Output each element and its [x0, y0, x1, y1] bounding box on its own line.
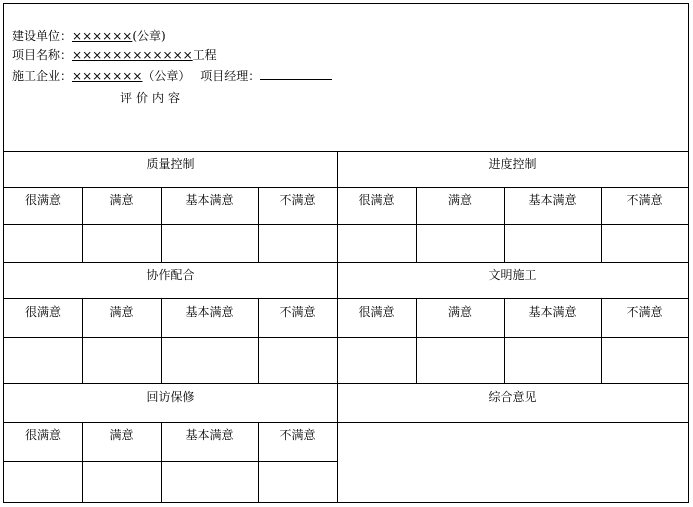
quality-rating-satisfied: 满意 — [109, 193, 134, 207]
construction-unit-suffix: (公章) — [132, 29, 166, 43]
cooperation-rating-basically-satisfied: 基本满意 — [185, 305, 234, 319]
civilized-rating-basically-satisfied: 基本满意 — [528, 305, 577, 319]
contractor-suffix: （公章） — [142, 69, 191, 83]
followup-unsatisfied-cell[interactable] — [259, 462, 336, 501]
cooperation-very-satisfied-cell[interactable] — [5, 338, 81, 382]
followup-rating-basically-satisfied: 基本满意 — [185, 428, 234, 442]
contractor-value: ××××××× — [72, 69, 143, 83]
progress-very-satisfied-cell[interactable] — [338, 225, 415, 261]
project-name-line — [12, 48, 217, 62]
section-cooperation: 协作配合 — [146, 268, 195, 282]
cooperation-unsatisfied-cell[interactable] — [259, 338, 336, 382]
cooperation-rating-satisfied: 满意 — [109, 305, 134, 319]
cooperation-basically-satisfied-cell[interactable] — [162, 338, 257, 382]
section-civilized-construction: 文明施工 — [488, 268, 537, 282]
quality-satisfied-cell[interactable] — [83, 225, 160, 261]
construction-unit-value: ×××××× — [72, 29, 133, 43]
section-quality-control: 质量控制 — [146, 157, 195, 171]
evaluation-heading: 评价内容 — [120, 91, 185, 105]
civilized-very-satisfied-cell[interactable] — [338, 338, 415, 382]
quality-rating-unsatisfied: 不满意 — [279, 193, 316, 207]
evaluation-form — [3, 3, 689, 503]
progress-satisfied-cell[interactable] — [417, 225, 503, 261]
quality-rating-very-satisfied: 很满意 — [24, 193, 61, 207]
progress-unsatisfied-cell[interactable] — [602, 225, 687, 261]
followup-rating-satisfied: 满意 — [109, 428, 134, 442]
followup-basically-satisfied-cell[interactable] — [162, 462, 257, 501]
followup-rating-unsatisfied: 不满意 — [279, 428, 316, 442]
progress-rating-basically-satisfied: 基本满意 — [528, 193, 577, 207]
cooperation-satisfied-cell[interactable] — [83, 338, 160, 382]
project-manager-field[interactable] — [260, 68, 332, 80]
contractor-label: 施工企业： — [12, 69, 73, 83]
civilized-basically-satisfied-cell[interactable] — [505, 338, 600, 382]
progress-rating-very-satisfied: 很满意 — [358, 193, 395, 207]
project-name-label: 项目名称： — [12, 48, 73, 62]
quality-basically-satisfied-cell[interactable] — [162, 225, 257, 261]
cooperation-rating-very-satisfied: 很满意 — [24, 305, 61, 319]
project-manager-label: 项目经理： — [200, 69, 261, 83]
project-name-value: ×××××××××××× — [72, 48, 193, 62]
civilized-rating-unsatisfied: 不满意 — [626, 305, 663, 319]
overall-opinion-cell[interactable] — [338, 423, 687, 501]
progress-basically-satisfied-cell[interactable] — [505, 225, 600, 261]
quality-very-satisfied-cell[interactable] — [5, 225, 81, 261]
construction-unit-label: 建设单位： — [12, 29, 73, 43]
followup-satisfied-cell[interactable] — [83, 462, 160, 501]
section-overall-opinion: 综合意见 — [488, 390, 537, 404]
civilized-unsatisfied-cell[interactable] — [602, 338, 687, 382]
quality-rating-basically-satisfied: 基本满意 — [185, 193, 234, 207]
contractor-line — [12, 68, 332, 83]
cooperation-rating-unsatisfied: 不满意 — [279, 305, 316, 319]
construction-unit-line — [12, 29, 166, 43]
civilized-rating-satisfied: 满意 — [447, 305, 472, 319]
section-progress-control: 进度控制 — [488, 157, 537, 171]
followup-rating-very-satisfied: 很满意 — [24, 428, 61, 442]
progress-rating-satisfied: 满意 — [447, 193, 472, 207]
section-followup-warranty: 回访保修 — [146, 390, 195, 404]
followup-very-satisfied-cell[interactable] — [5, 462, 81, 501]
civilized-satisfied-cell[interactable] — [417, 338, 503, 382]
project-name-suffix: 工程 — [192, 48, 217, 62]
quality-unsatisfied-cell[interactable] — [259, 225, 336, 261]
progress-rating-unsatisfied: 不满意 — [626, 193, 663, 207]
civilized-rating-very-satisfied: 很满意 — [358, 305, 395, 319]
